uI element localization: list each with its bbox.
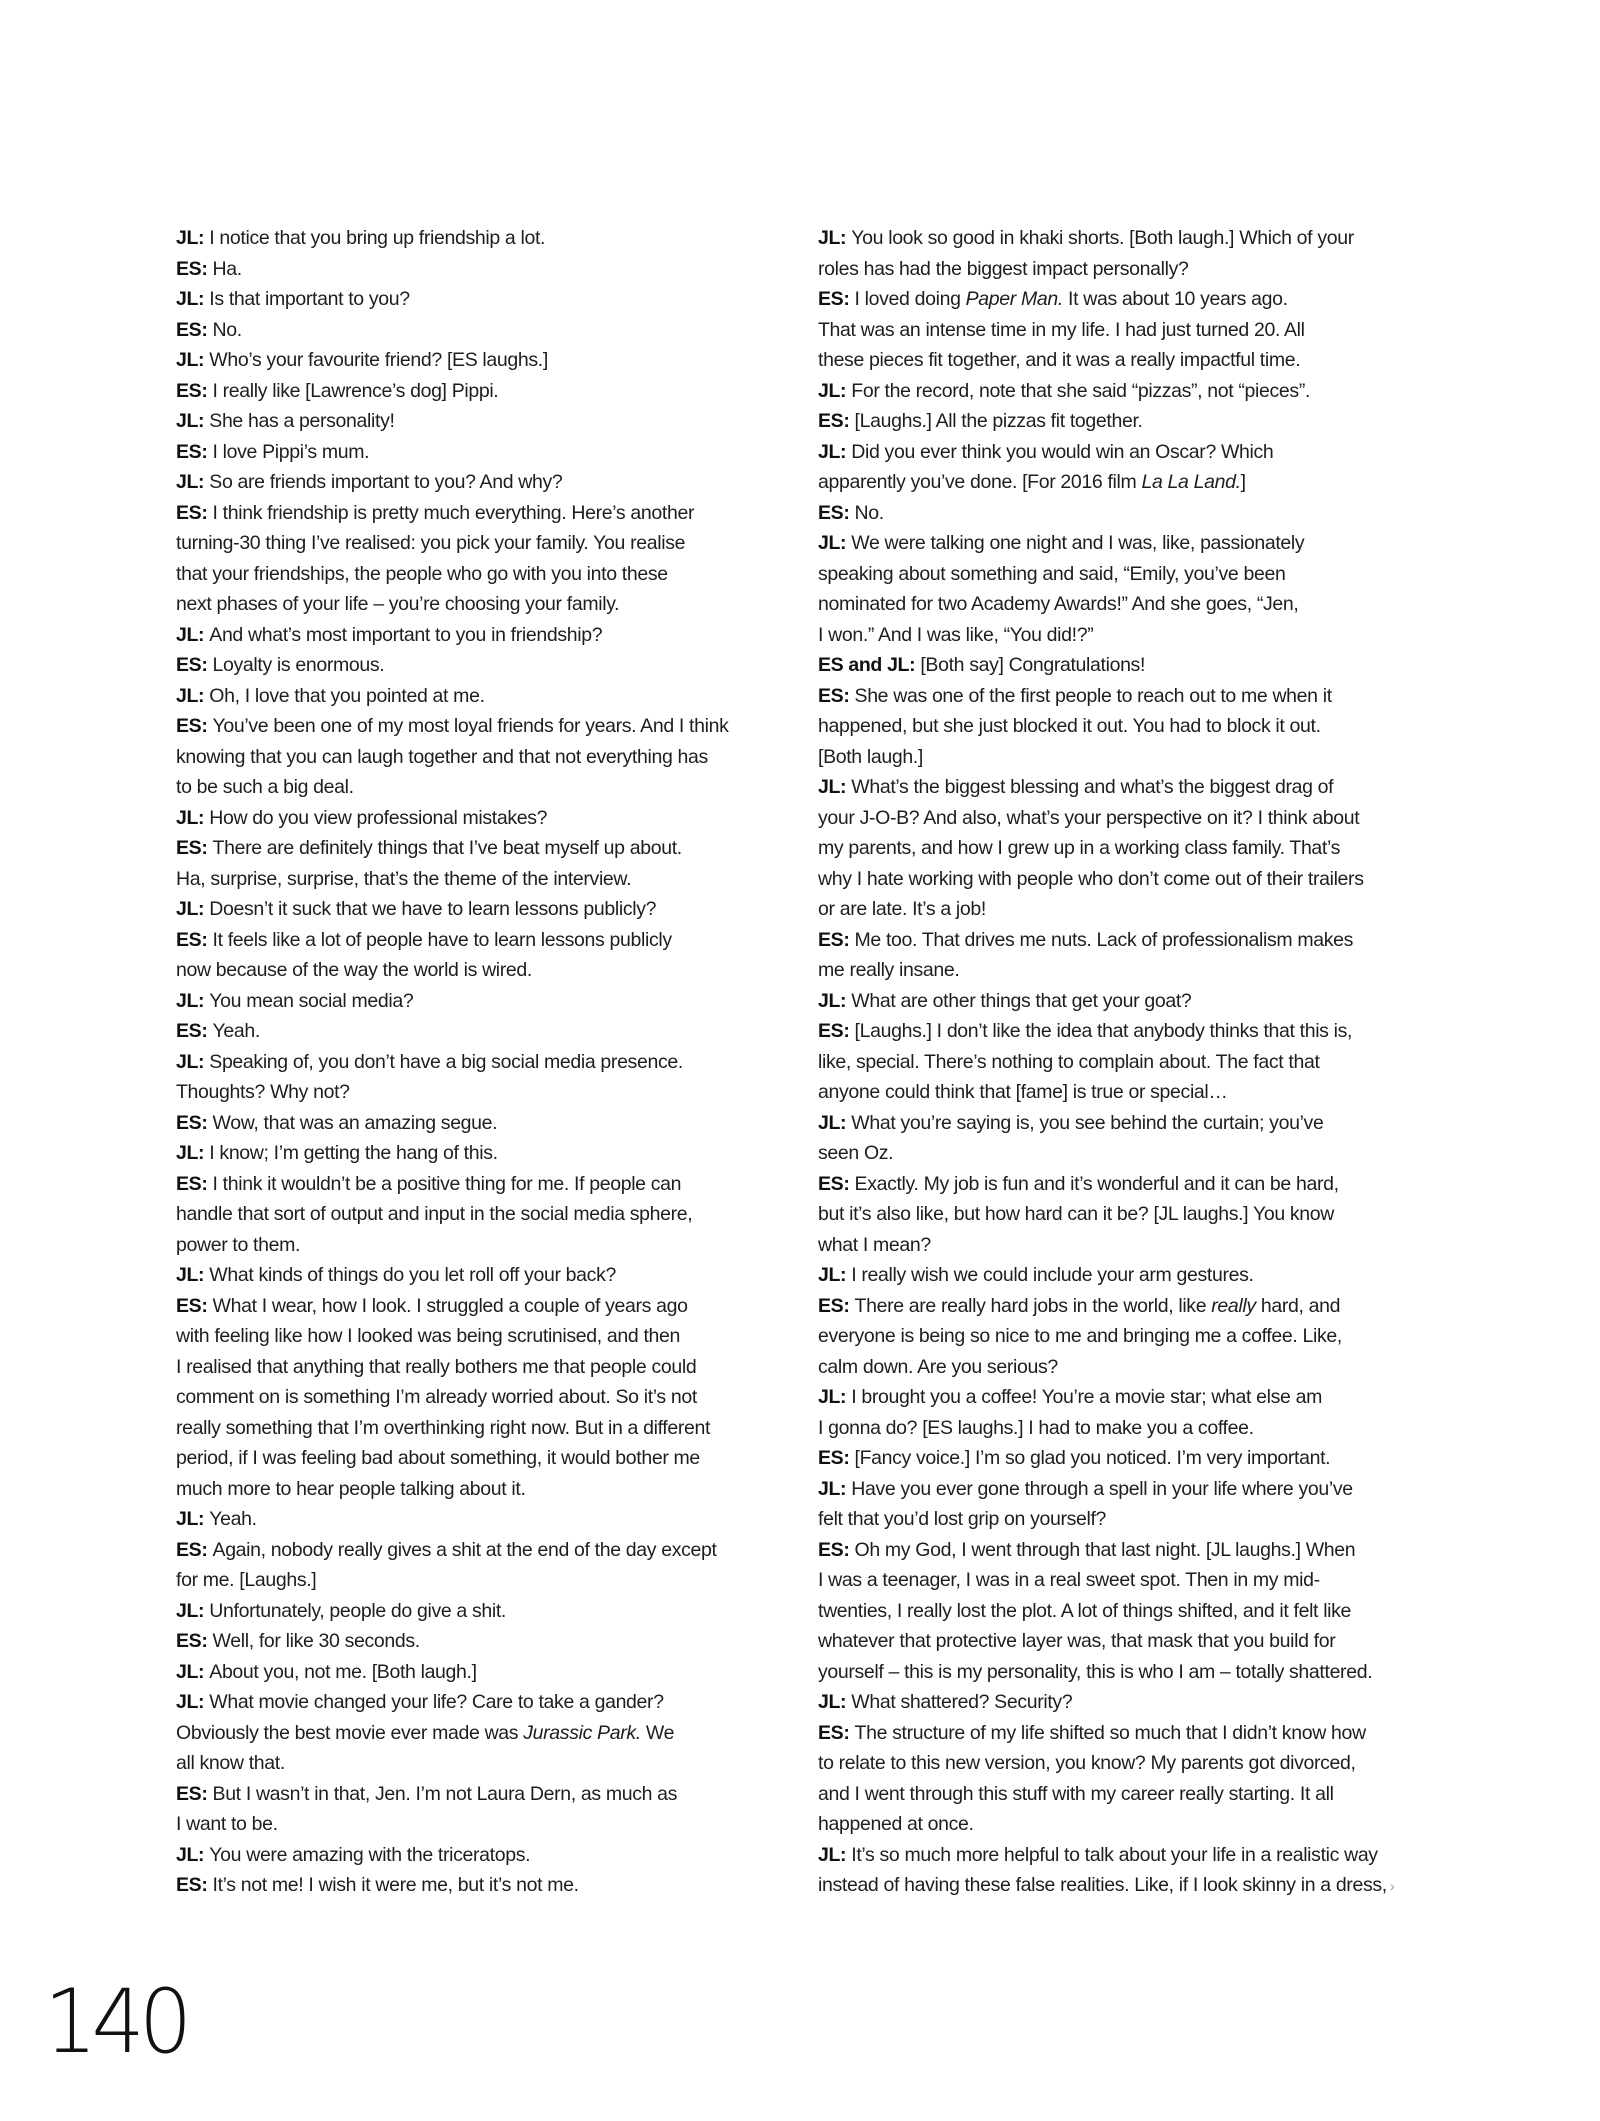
dialogue-entry xyxy=(176,1870,796,1901)
speaker-label: JL: xyxy=(176,623,210,646)
dialogue-entry xyxy=(176,681,796,712)
text-line: felt that you’d lost grip on yourself? xyxy=(818,1508,1107,1530)
text-line: ES: There are definitely things that I’ve beat myself up about. xyxy=(176,837,682,859)
speaker-label: ES: xyxy=(818,1447,855,1469)
text-line: ES: Exactly. My job is fun and it’s wonderful and it can be hard, xyxy=(818,1172,1339,1195)
text-line: JL: Oh, I love that you pointed at me. xyxy=(176,684,485,707)
speaker-label: ES: xyxy=(176,1782,213,1805)
speaker-label: JL: xyxy=(818,1477,852,1500)
text-line: that your friendships, the people who go with you into these xyxy=(176,562,668,585)
speaker-label: JL: xyxy=(818,776,852,798)
text-line: why I hate working with people who don’t come out of their trailers xyxy=(818,867,1364,890)
speaker-label: JL: xyxy=(818,1691,852,1713)
text-line: JL: Have you ever gone through a spell in your life where you’ve xyxy=(818,1477,1353,1500)
dialogue-entry xyxy=(818,1718,1438,1840)
speaker-label: ES: xyxy=(818,410,855,432)
dialogue-entry xyxy=(176,223,796,254)
speaker-label: ES: xyxy=(818,1538,855,1561)
text-line: your J-O-B? And also, what’s your perspective on it? I think about xyxy=(818,806,1360,829)
text-line: and I went through this stuff with my career really starting. It all xyxy=(818,1782,1334,1805)
text-line: JL: How do you view professional mistakes? xyxy=(176,806,548,829)
dialogue-entry xyxy=(176,1291,796,1505)
dialogue-entry xyxy=(176,620,796,651)
speaker-label: ES and JL: xyxy=(818,654,921,676)
dialogue-entry xyxy=(176,467,796,498)
dialogue-entry xyxy=(176,711,796,803)
text-line: really something that I’m overthinking right now. But in a different xyxy=(176,1416,711,1439)
text-line: with feeling like how I looked was being scrutinised, and then xyxy=(176,1325,681,1347)
text-line: turning-30 thing I’ve realised: you pick your family. You realise xyxy=(176,532,686,554)
dialogue-entry xyxy=(176,1657,796,1688)
dialogue-entry xyxy=(176,986,796,1017)
text-line: Ha, surprise, surprise, that’s the theme of the interview. xyxy=(176,867,632,890)
speaker-label: ES: xyxy=(818,501,855,524)
speaker-label: ES: xyxy=(176,257,213,280)
dialogue-entry xyxy=(818,223,1438,284)
text-line: JL: We were talking one night and I was, like, passionately xyxy=(818,532,1305,554)
text-line: speaking about something and said, “Emily, you’ve been xyxy=(818,562,1286,585)
text-line: ES: Loyalty is enormous. xyxy=(176,654,385,676)
text-line: ES: Well, for like 30 seconds. xyxy=(176,1630,420,1652)
speaker-label: ES: xyxy=(176,501,213,524)
dialogue-entry xyxy=(176,1016,796,1047)
text-line: handle that sort of output and input in the social media sphere, xyxy=(176,1203,693,1225)
speaker-label: JL: xyxy=(176,227,210,249)
speaker-label: JL: xyxy=(176,288,210,310)
dialogue-entry xyxy=(818,925,1438,986)
dialogue-entry xyxy=(176,650,796,681)
text-line: JL: She has a personality! xyxy=(176,410,395,432)
text-line: ES: Oh my God, I went through that last night. [JL laughs.] When xyxy=(818,1538,1356,1561)
speaker-label: JL: xyxy=(176,1508,210,1530)
text-line: JL: You were amazing with the triceratops. xyxy=(176,1843,531,1866)
text-line: ES: I think friendship is pretty much everything. Here’s another xyxy=(176,501,695,524)
text-line: I realised that anything that really bothers me that people could xyxy=(176,1355,697,1378)
dialogue-entry xyxy=(176,315,796,346)
speaker-label: ES: xyxy=(176,440,213,463)
speaker-label: ES: xyxy=(176,318,213,341)
text-line: JL: I know; I’m getting the hang of this. xyxy=(176,1142,498,1164)
speaker-label: ES: xyxy=(818,288,855,310)
dialogue-entry xyxy=(176,254,796,285)
speaker-label: JL: xyxy=(176,1142,210,1164)
text-line: ES: I really like [Lawrence’s dog] Pippi. xyxy=(176,379,499,402)
page-number: 140 xyxy=(44,1970,187,2073)
text-line: JL: You mean social media? xyxy=(176,989,414,1012)
speaker-label: JL: xyxy=(818,1264,852,1286)
dialogue-entry xyxy=(818,650,1438,681)
dialogue-entry xyxy=(176,1840,796,1871)
dialogue-entry xyxy=(818,1108,1438,1169)
dialogue-entry xyxy=(176,376,796,407)
text-line: ES: But I wasn’t in that, Jen. I’m not Laura Dern, as much as xyxy=(176,1782,678,1805)
dialogue-entry xyxy=(818,1016,1438,1108)
dialogue-entry xyxy=(818,1840,1438,1902)
text-line: JL: Who’s your favourite friend? [ES laughs.] xyxy=(176,349,548,371)
dialogue-entry xyxy=(818,1535,1438,1688)
text-line: JL: I notice that you bring up friendship a lot. xyxy=(176,227,546,249)
text-line: JL: What shattered? Security? xyxy=(818,1691,1073,1713)
dialogue-entry xyxy=(818,772,1438,925)
text-line: much more to hear people talking about it. xyxy=(176,1477,526,1500)
text-line: [Both laugh.] xyxy=(818,745,923,768)
dialogue-entry xyxy=(818,1260,1438,1291)
speaker-label: JL: xyxy=(818,532,852,554)
text-line: ES: Wow, that was an amazing segue. xyxy=(176,1111,498,1134)
text-line: for me. [Laughs.] xyxy=(176,1569,317,1591)
speaker-label: JL: xyxy=(176,898,210,920)
text-line: JL: Unfortunately, people do give a shit. xyxy=(176,1599,506,1622)
dialogue-entry xyxy=(176,894,796,925)
text-line: JL: Doesn’t it suck that we have to learn lessons publicly? xyxy=(176,898,657,920)
speaker-label: ES: xyxy=(818,1721,855,1744)
text-line: ES: No. xyxy=(176,318,242,341)
dialogue-entry xyxy=(176,1626,796,1657)
text-line: my parents, and how I grew up in a working class family. That’s xyxy=(818,837,1341,859)
text-line: whatever that protective layer was, that mask that you build for xyxy=(818,1630,1336,1652)
text-line: calm down. Are you serious? xyxy=(818,1355,1058,1378)
text-line: I gonna do? [ES laughs.] I had to make you a coffee. xyxy=(818,1416,1254,1439)
continue-arrow-icon: › xyxy=(1389,1878,1395,1894)
text-line: happened at once. xyxy=(818,1813,974,1835)
dialogue-entry xyxy=(818,284,1438,376)
dialogue-entry xyxy=(818,1382,1438,1443)
text-line: or are late. It’s a job! xyxy=(818,898,986,920)
dialogue-entry xyxy=(176,1138,796,1169)
dialogue-entry xyxy=(176,1596,796,1627)
italic-title: Jurassic Park. xyxy=(523,1721,641,1744)
dialogue-entry xyxy=(176,345,796,376)
text-line: JL: About you, not me. [Both laugh.] xyxy=(176,1660,477,1683)
dialogue-entry xyxy=(176,437,796,468)
dialogue-entry xyxy=(818,376,1438,407)
speaker-label: ES: xyxy=(176,715,213,737)
dialogue-entry xyxy=(176,284,796,315)
text-line: but it’s also like, but how hard can it be? [JL laughs.] You know xyxy=(818,1203,1335,1225)
text-line: ES: [Laughs.] I don’t like the idea that anybody thinks that this is, xyxy=(818,1020,1353,1042)
text-line: seen Oz. xyxy=(818,1142,894,1164)
dialogue-entry xyxy=(176,1779,796,1840)
text-line: ES: Ha. xyxy=(176,257,242,280)
dialogue-entry xyxy=(176,1108,796,1139)
dialogue-entry xyxy=(176,803,796,834)
dialogue-entry xyxy=(176,1535,796,1596)
speaker-label: JL: xyxy=(818,379,852,402)
speaker-label: JL: xyxy=(818,1843,852,1866)
text-line: JL: What movie changed your life? Care to take a gander? xyxy=(176,1691,664,1713)
speaker-label: JL: xyxy=(818,440,852,463)
dialogue-entry xyxy=(818,406,1438,437)
speaker-label: JL: xyxy=(176,989,210,1012)
speaker-label: JL: xyxy=(176,684,210,707)
text-line: period, if I was feeling bad about something, it would bother me xyxy=(176,1447,700,1469)
speaker-label: JL: xyxy=(176,1599,210,1622)
speaker-label: JL: xyxy=(176,1050,210,1073)
text-line: JL: You look so good in khaki shorts. [Both laugh.] Which of your xyxy=(818,227,1354,249)
speaker-label: ES: xyxy=(176,379,213,402)
dialogue-entry xyxy=(818,1474,1438,1535)
text-line: all know that. xyxy=(176,1752,285,1774)
text-line: JL: So are friends important to you? And why? xyxy=(176,471,563,493)
speaker-label: JL: xyxy=(818,227,852,249)
dialogue-entry xyxy=(176,1047,796,1108)
text-line: ES: I think it wouldn’t be a positive thing for me. If people can xyxy=(176,1172,682,1195)
speaker-label: JL: xyxy=(818,1386,852,1408)
text-line: I was a teenager, I was in a real sweet spot. Then in my mid- xyxy=(818,1569,1320,1591)
text-line: JL: Yeah. xyxy=(176,1508,257,1530)
text-line: JL: Speaking of, you don’t have a big social media presence. xyxy=(176,1050,683,1073)
text-line: JL: It’s so much more helpful to talk about your life in a realistic way xyxy=(818,1843,1378,1866)
italic-title: Paper Man. xyxy=(965,288,1063,310)
text-line: ES: It feels like a lot of people have to learn lessons publicly xyxy=(176,928,672,951)
speaker-label: JL: xyxy=(818,1111,852,1134)
text-line: ES: It’s not me! I wish it were me, but it’s not me. xyxy=(176,1874,579,1896)
speaker-label: ES: xyxy=(818,928,855,951)
text-line: what I mean? xyxy=(818,1233,931,1256)
speaker-label: JL: xyxy=(176,471,210,493)
text-line: like, special. There’s nothing to complain about. The fact that xyxy=(818,1050,1320,1073)
dialogue-entry xyxy=(818,1443,1438,1474)
speaker-label: ES: xyxy=(176,1172,213,1195)
text-line: everyone is being so nice to me and bringing me a coffee. Like, xyxy=(818,1325,1342,1347)
text-line: ES: Yeah. xyxy=(176,1020,260,1042)
speaker-label: ES: xyxy=(818,684,855,707)
right-column xyxy=(818,223,1438,1902)
text-line: JL: And what’s most important to you in friendship? xyxy=(176,623,603,646)
dialogue-entry xyxy=(176,498,796,620)
speaker-label: ES: xyxy=(176,1630,213,1652)
speaker-label: JL: xyxy=(176,1264,210,1286)
text-line: ES: I loved doing Paper Man. It was about 10 years ago. xyxy=(818,288,1288,310)
text-line: JL: What’s the biggest blessing and what’s the biggest drag of xyxy=(818,776,1334,798)
text-line: apparently you’ve done. [For 2016 film La La Land.] xyxy=(818,471,1246,493)
text-line: I want to be. xyxy=(176,1813,278,1835)
text-line: JL: I really wish we could include your arm gestures. xyxy=(818,1264,1254,1286)
speaker-label: JL: xyxy=(176,1843,210,1866)
text-line: JL: Did you ever think you would win an Oscar? Which xyxy=(818,440,1274,463)
text-line: ES: Me too. That drives me nuts. Lack of professionalism makes xyxy=(818,928,1354,951)
dialogue-entry xyxy=(176,406,796,437)
text-line: happened, but she just blocked it out. You had to block it out. xyxy=(818,715,1321,737)
text-line: me really insane. xyxy=(818,959,960,981)
speaker-label: ES: xyxy=(818,1020,855,1042)
text-line: Thoughts? Why not? xyxy=(176,1081,350,1103)
text-line: Obviously the best movie ever made was Jurassic Park. We xyxy=(176,1721,675,1744)
dialogue-entry xyxy=(818,986,1438,1017)
text-line: JL: What are other things that get your goat? xyxy=(818,989,1192,1012)
text-line: ES and JL: [Both say] Congratulations! xyxy=(818,654,1146,676)
dialogue-entry xyxy=(818,1291,1438,1383)
speaker-label: ES: xyxy=(176,1111,213,1134)
speaker-label: ES: xyxy=(176,1874,213,1896)
text-line: instead of having these false realities. Like, if I look skinny in a dress, › xyxy=(818,1874,1395,1896)
text-line: JL: What you’re saying is, you see behind the curtain; you’ve xyxy=(818,1111,1324,1134)
text-line: knowing that you can laugh together and that not everything has xyxy=(176,745,708,768)
speaker-label: ES: xyxy=(818,1172,855,1195)
text-line: twenties, I really lost the plot. A lot of things shifted, and it felt like xyxy=(818,1599,1352,1622)
left-column xyxy=(176,223,796,1901)
dialogue-entry xyxy=(176,1504,796,1535)
dialogue-entry xyxy=(176,925,796,986)
text-line: That was an intense time in my life. I had just turned 20. All xyxy=(818,318,1305,341)
text-line: now because of the way the world is wired. xyxy=(176,959,532,981)
dialogue-entry xyxy=(176,1260,796,1291)
dialogue-entry xyxy=(818,1687,1438,1718)
text-line: anyone could think that [fame] is true or special… xyxy=(818,1081,1228,1103)
dialogue-entry xyxy=(818,681,1438,773)
speaker-label: ES: xyxy=(176,837,213,859)
dialogue-entry xyxy=(176,833,796,894)
text-line: ES: You’ve been one of my most loyal friends for years. And I think xyxy=(176,715,729,737)
speaker-label: ES: xyxy=(176,654,213,676)
speaker-label: ES: xyxy=(176,1294,213,1317)
speaker-label: JL: xyxy=(176,410,210,432)
text-line: these pieces fit together, and it was a really impactful time. xyxy=(818,349,1301,371)
speaker-label: ES: xyxy=(176,928,213,951)
text-line: JL: What kinds of things do you let roll off your back? xyxy=(176,1264,616,1286)
speaker-label: ES: xyxy=(176,1020,213,1042)
text-line: ES: [Laughs.] All the pizzas fit together. xyxy=(818,410,1143,432)
text-line: to be such a big deal. xyxy=(176,776,354,798)
text-line: ES: I love Pippi’s mum. xyxy=(176,440,370,463)
text-line: JL: I brought you a coffee! You’re a movie star; what else am xyxy=(818,1386,1323,1408)
speaker-label: ES: xyxy=(176,1538,213,1561)
text-line: ES: There are really hard jobs in the world, like really hard, and xyxy=(818,1294,1341,1317)
text-line: ES: What I wear, how I look. I struggled a couple of years ago xyxy=(176,1294,688,1317)
text-line: I won.” And I was like, “You did!?” xyxy=(818,623,1094,646)
text-line: next phases of your life – you’re choosing your family. xyxy=(176,593,620,615)
speaker-label: JL: xyxy=(176,1691,210,1713)
text-line: to relate to this new version, you know? My parents got divorced, xyxy=(818,1752,1356,1774)
dialogue-entry xyxy=(818,1169,1438,1261)
text-line: ES: No. xyxy=(818,501,884,524)
speaker-label: ES: xyxy=(818,1294,855,1317)
speaker-label: JL: xyxy=(818,989,852,1012)
text-line: ES: She was one of the first people to reach out to me when it xyxy=(818,684,1332,707)
text-line: nominated for two Academy Awards!” And she goes, “Jen, xyxy=(818,593,1299,615)
italic-title: really xyxy=(1211,1294,1256,1317)
dialogue-entry xyxy=(176,1169,796,1261)
dialogue-entry xyxy=(818,528,1438,650)
text-line: comment on is something I’m already worried about. So it’s not xyxy=(176,1386,697,1408)
dialogue-entry xyxy=(176,1687,796,1779)
dialogue-entry xyxy=(818,498,1438,529)
text-line: ES: Again, nobody really gives a shit at the end of the day except xyxy=(176,1538,717,1561)
dialogue-entry xyxy=(818,437,1438,498)
text-line: ES: [Fancy voice.] I’m so glad you noticed. I’m very important. xyxy=(818,1447,1331,1469)
italic-title: La La Land. xyxy=(1141,471,1241,493)
text-line: roles has had the biggest impact personally? xyxy=(818,257,1189,280)
text-line: yourself – this is my personality, this is who I am – totally shattered. xyxy=(818,1660,1373,1683)
speaker-label: JL: xyxy=(176,349,210,371)
speaker-label: JL: xyxy=(176,1660,210,1683)
speaker-label: JL: xyxy=(176,806,210,829)
text-line: JL: For the record, note that she said “pizzas”, not “pieces”. xyxy=(818,379,1311,402)
text-line: JL: Is that important to you? xyxy=(176,288,410,310)
text-line: power to them. xyxy=(176,1233,301,1256)
text-line: ES: The structure of my life shifted so much that I didn’t know how xyxy=(818,1721,1366,1744)
